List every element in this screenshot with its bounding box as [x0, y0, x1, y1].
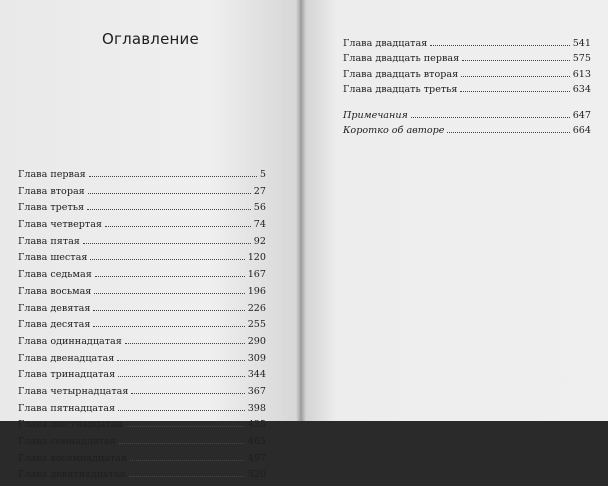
toc-entry-page: 196: [247, 285, 266, 297]
toc-entry-page: 167: [247, 269, 266, 281]
dot-leader: [95, 276, 245, 277]
toc-entry[interactable]: [343, 69, 591, 84]
toc-spacer: [343, 100, 591, 110]
toc-entry-label: Глава девятая: [18, 302, 91, 314]
toc-entry-page: 5: [259, 169, 266, 180]
dot-leader: [460, 91, 569, 92]
toc-entry-page: 634: [572, 84, 591, 96]
toc-entry-page: 465: [247, 436, 266, 447]
toc-entry-label: Глава седьмая: [18, 269, 92, 281]
dot-leader: [131, 393, 244, 394]
toc-entry-label: Глава пятнадцатая: [18, 402, 116, 414]
dot-leader: [105, 226, 251, 227]
dot-leader: [411, 117, 570, 118]
toc-entry[interactable]: [18, 252, 266, 269]
bleed-through-text-right: [340, 150, 590, 400]
toc-entry[interactable]: [343, 38, 591, 53]
dot-leader: [126, 426, 245, 427]
dot-leader: [461, 76, 570, 77]
toc-entry-label: Глава двадцать третья: [343, 84, 458, 96]
toc-entry[interactable]: [18, 469, 266, 486]
toc-entry[interactable]: [18, 319, 266, 336]
dot-leader: [118, 376, 245, 377]
toc-entry-page: 344: [247, 369, 266, 381]
toc-entry[interactable]: [18, 336, 266, 353]
dot-leader: [87, 209, 251, 210]
dot-leader: [430, 45, 569, 46]
toc-entry[interactable]: [343, 84, 591, 99]
toc-entry[interactable]: [18, 236, 266, 253]
toc-entry-label: Глава десятая: [18, 319, 91, 331]
toc-entry-label: Глава четырнадцатая: [18, 385, 129, 397]
toc-entry-label: Глава третья: [18, 202, 85, 214]
toc-entry[interactable]: [18, 169, 266, 186]
toc-entry-label: Глава двадцать первая: [343, 53, 460, 65]
dot-leader: [117, 360, 244, 361]
toc-entry-page: 56: [253, 202, 266, 214]
dot-leader: [447, 132, 569, 133]
dot-leader: [93, 326, 244, 327]
toc-entry[interactable]: [18, 186, 266, 203]
dot-leader: [129, 476, 245, 477]
toc-entry-page: 398: [247, 402, 266, 414]
dot-leader: [118, 410, 245, 411]
toc-entry[interactable]: [18, 286, 266, 303]
toc-entry-label: Глава пятая: [18, 235, 80, 247]
toc-entry-label: Глава вторая: [18, 185, 85, 197]
toc-entry-page: 520: [247, 469, 266, 481]
toc-entry-page: 367: [247, 385, 266, 397]
toc-entry-label: Коротко об авторе: [343, 124, 445, 136]
toc-entry-label: Глава шестая: [18, 252, 88, 264]
toc-entry-page: 309: [247, 352, 266, 364]
toc-entry-page: 74: [253, 219, 266, 231]
toc-entry-page: 27: [253, 185, 266, 197]
toc-entry-page: 255: [247, 319, 266, 331]
toc-entry-label: Глава семнадцатая: [18, 436, 116, 447]
toc-entry[interactable]: [18, 353, 266, 370]
toc-entry[interactable]: [18, 419, 266, 436]
dot-leader: [89, 176, 257, 177]
toc-entry-page: 664: [572, 124, 591, 136]
toc-entry[interactable]: [18, 202, 266, 219]
toc-entry-page: 647: [572, 109, 591, 121]
toc-entry[interactable]: [18, 403, 266, 420]
dot-leader: [130, 460, 245, 461]
toc-entry-page: 226: [247, 302, 266, 314]
toc-entry-label: Глава восемнадцатая: [18, 452, 128, 464]
toc-entry-label: Глава первая: [18, 169, 86, 180]
toc-entry-label: Глава двадцатая: [343, 38, 428, 49]
toc-entry[interactable]: [343, 53, 591, 68]
toc-entry-page: 92: [253, 235, 266, 247]
toc-entry-label: Глава девятнадцатая: [18, 469, 126, 481]
toc-entry-page: 613: [572, 68, 591, 80]
toc-entry-label: Глава двадцать вторая: [343, 68, 459, 80]
dot-leader: [119, 443, 245, 444]
toc-entry-page: 575: [572, 53, 591, 65]
toc-entry[interactable]: [18, 453, 266, 470]
toc-entry-label: Примечания: [343, 109, 408, 121]
toc-entry-label: Глава двенадцатая: [18, 352, 115, 364]
dot-leader: [88, 193, 251, 194]
toc-list-right: [343, 38, 591, 140]
toc-entry-label: Глава одиннадцатая: [18, 335, 122, 347]
toc-entry-page: 290: [247, 335, 266, 347]
left-page: [0, 0, 300, 481]
toc-entry-notes[interactable]: [343, 110, 591, 125]
dot-leader: [83, 243, 251, 244]
toc-entry-page: 435: [247, 419, 266, 431]
dot-leader: [462, 60, 570, 61]
toc-entry-page: 497: [247, 452, 266, 464]
dot-leader: [125, 343, 245, 344]
toc-title: Оглавление: [102, 30, 199, 48]
toc-entry[interactable]: [18, 436, 266, 453]
toc-entry[interactable]: [18, 219, 266, 236]
dot-leader: [94, 293, 244, 294]
toc-entry[interactable]: [18, 369, 266, 386]
toc-list-left: [18, 169, 266, 486]
toc-entry-label: Глава тринадцатая: [18, 369, 116, 381]
toc-entry[interactable]: [18, 269, 266, 286]
toc-entry-page: 541: [572, 38, 591, 49]
toc-entry-page: 120: [247, 252, 266, 264]
toc-entry-about-author[interactable]: [343, 125, 591, 140]
toc-entry-label: Глава четвертая: [18, 219, 102, 231]
dot-leader: [90, 259, 244, 260]
bleed-through-text-left: [22, 40, 272, 160]
toc-entry-label: Глава восьмая: [18, 285, 92, 297]
toc-entry[interactable]: [18, 386, 266, 403]
dot-leader: [93, 310, 244, 311]
toc-entry-label: Глава шестнадцатая: [18, 419, 123, 431]
toc-entry[interactable]: [18, 303, 266, 320]
book-gutter: [296, 0, 306, 421]
